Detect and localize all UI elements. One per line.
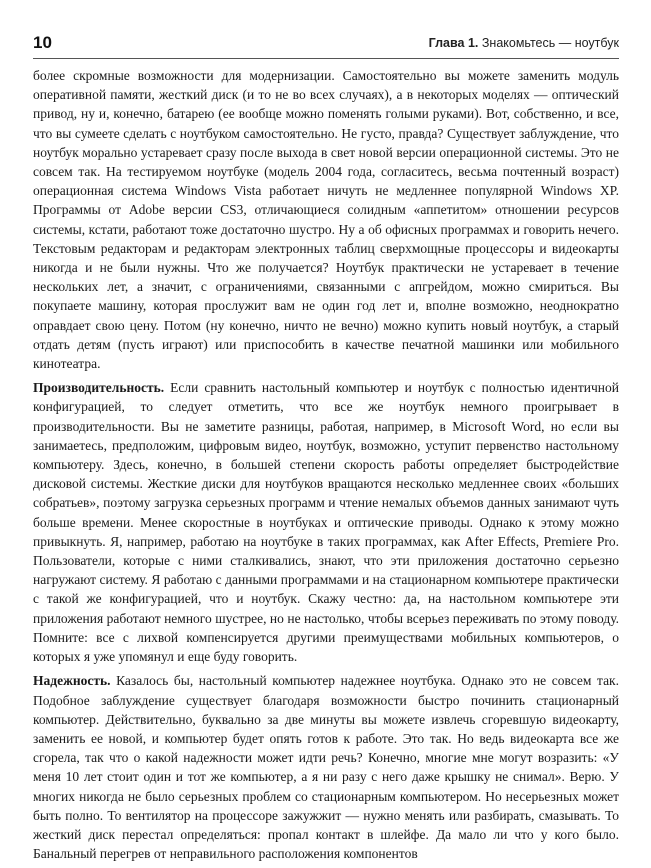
chapter-title: Знакомьтесь — ноутбук [481, 36, 619, 50]
running-head [33, 32, 619, 56]
paragraph-text: Казалось бы, настольный компьютер надежнее ноутбука. Однако это не совсем так. Подобное заблуждение существует благодаря возможности быстро починить стационарный компьютер. Действительно, буквально за две минуты вы можете извлечь сгоревшую видеокарту, заменить ее новой, и компьютер будет опять готов к работе. Это так. Но ведь видеокарта все же сгорела, так что о какой надежности может идти речь? Конечно, многие мне могут возразить: «У меня 10 лет стоит один и тот же компьютер, а я ни разу с него даже крышку не снимал». Верю. У многих никогда не было серьезных проблем со стационарным компьютером. Но несерьезных может быть полно. То вентилятор на процессоре зажужжит — нужно менять или разбирать, смазывать. То жесткий диск перестал определяться: пропал контакт в шлейфе. Да мало ли что у кого было. Банальный перегрев от неправильного расположения компонентов [33, 673, 619, 862]
page-number: 10 [33, 33, 52, 52]
paragraph-performance [33, 378, 619, 666]
chapter-heading [429, 35, 619, 51]
paragraph-text: Если сравнить настольный компьютер и ноутбук с полностью идентичной конфигурацией, то следует отметить, что все же ноутбук немного проигрывает в производительности. Вы не заметите разницы, работая, например, в Microsoft Word, но если вы занимаетесь, предположим, цифровым видео, ноутбук, возможно, уступит первенство настольному компьютеру. Здесь, конечно, в большей степени скорость работы определяет быстродействие дисковой системы. Жесткие диски для ноутбуков вращаются несколько медленнее своих «больших собратьев», поэтому загрузка серьезных программ и чтение немалых объемов данных занимают чуть больше времени. Менее скоростные в ноутбуках и оптические приводы. Однако к этому можно привыкнуть. Я, например, работаю на ноутбуке в таких программах, как After Effects, Premiere Pro. Пользователи, которые с ними сталкивались, знают, что эти приложения достаточно серьезно нагружают систему. Я работаю с данными программами и на стационарном компьютере практически с такой же конфигурацией, что и ноутбук. Скажу честно: да, на настольном компьютере эти приложения работают немного шустрее, но не настолько, чтобы всерьез переживать по этому поводу. Помните: все с лихвой компенсируется другими преимуществами мобильных компьютеров, о которых я уже упомянул и еще буду говорить. [33, 380, 619, 665]
paragraph-lead: Производительность. [33, 380, 165, 396]
paragraph-modernization [33, 66, 619, 373]
header-rule [33, 58, 619, 59]
chapter-label: Глава 1. [428, 36, 479, 50]
paragraph-text: более скромные возможности для модернизации. Самостоятельно вы можете заменить модуль оперативной памяти, жесткий диск (и то не во всех случаях), а в некоторых моделях — оптический привод, ну и, конечно, батарею (ее вообще можно поменять голыми руками). Вот, собственно, и все, что вы сумеете сделать с ноутбуком самостоятельно. Не густо, правда? Существует заблуждение, что ноутбук морально устаревает сразу после выхода в свет новой версии операционной системы. Это не совсем так. На тестируемом ноутбуке (модель 2004 года, согласитесь, весьма почтенный возраст) операционная система Windows Vista работает ничуть не медленнее популярной Windows XP. Программы от Adobe версии CS3, отличающиеся солидным «аппетитом» отношении ресурсов системы, кстати, работают тоже достаточно шустро. Ну а об офисных программах и говорить нечего. Текстовым редакторам и редакторам электронных таблиц сверхмощные процессоры и видеокарты никогда и не были нужны. Что же получается? Ноутбук практически не устаревает в течение нескольких лет, а значит, с ограничениями, связанными с апгрейдом, можно смириться. Вы покупаете машину, которая прослужит вам не один год лет и, вполне возможно, неоднократно оправдает свою цену. Потом (ну конечно, ничто не вечно) можно купить новый ноутбук, а старый отдать детям (пусть играют) или приспособить в качестве печатной машинки или мобильного кинотеатра. [33, 68, 619, 372]
paragraph-reliability [33, 671, 619, 863]
body-text [33, 66, 619, 868]
paragraph-lead: Надежность. [33, 673, 111, 689]
